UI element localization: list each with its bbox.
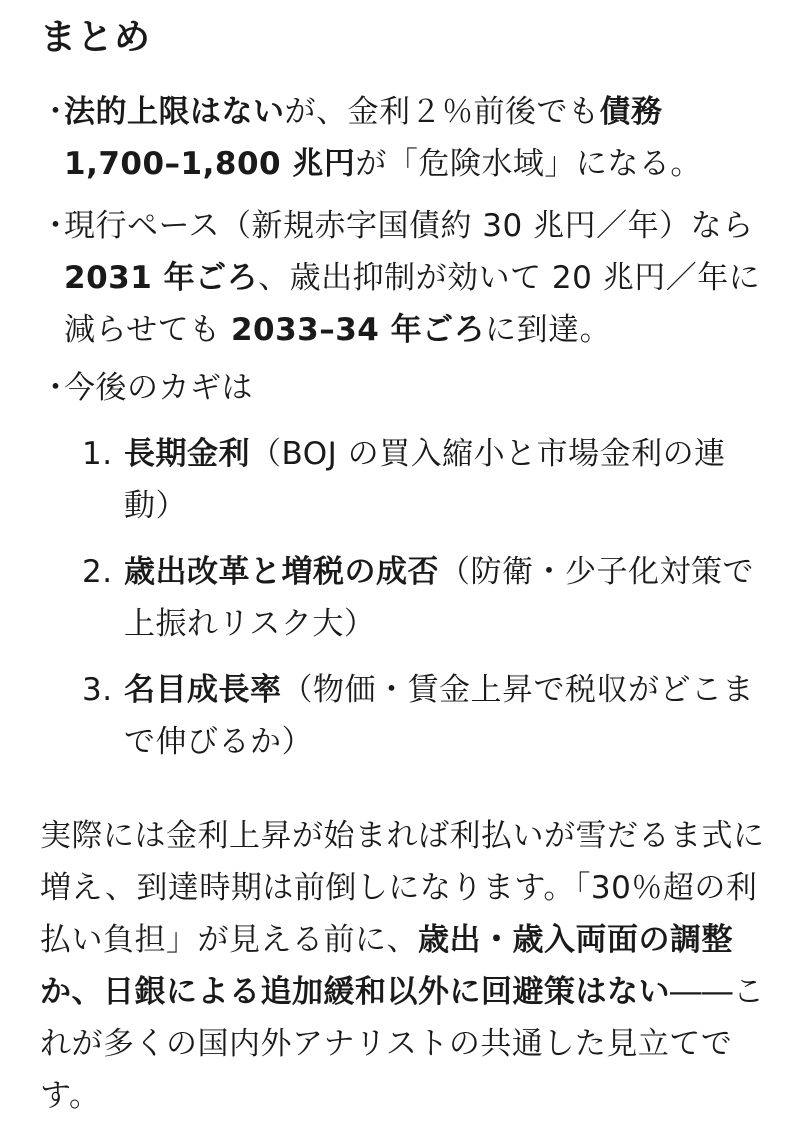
text-run: （BOJ の買入縮小と市場金利の連動） [124, 436, 726, 524]
bullet-text [64, 200, 770, 356]
bullet-marker: ・ [40, 208, 72, 244]
text-run: 歳出改革と増税の成否 [124, 554, 439, 590]
text-run: 債務 1,700–1,800 兆円 [64, 94, 663, 182]
key-item-3 [82, 664, 762, 768]
text-run: が「危険水域」になる。 [355, 146, 702, 182]
text-run: 名目成長率 [124, 672, 282, 708]
conclusion-paragraph [40, 810, 770, 1122]
text-run: に到達。 [485, 312, 612, 348]
text-run: 2031 年ごろ [64, 260, 259, 296]
list-number: 1. [82, 436, 113, 472]
text-run: 現行ペース（新規赤字国債約 30 兆円／年）なら [64, 208, 754, 244]
bullet-item-1 [40, 86, 770, 190]
text-run: （防衛・少子化対策で上振れリスク大） [124, 554, 754, 642]
key-text [124, 546, 762, 650]
text-run: 長期金利 [124, 436, 250, 472]
key-text [124, 428, 762, 532]
section-title: まとめ [40, 17, 152, 58]
text-run: 2033–34 年ごろ [230, 312, 486, 348]
key-text [124, 664, 762, 768]
bullet-text: 今後のカギは [64, 370, 253, 406]
text-run: 歳出・歳入両面の調整か、日銀による追加緩和以外に回避策はない [40, 922, 733, 1010]
bullet-marker: ・ [40, 94, 72, 130]
list-number: 3. [82, 672, 113, 708]
bullet-marker: ・ [40, 370, 72, 406]
text-run: 法的上限はない [64, 94, 285, 130]
key-item-1 [82, 428, 762, 532]
text-run: 実際には金利上昇が始まれば利払いが雪だるま式に増え、到達時期は前倒しになります。「30％超の利払い負担」が見える前に、 [40, 818, 765, 958]
key-item-2 [82, 546, 762, 650]
bullet-item-3 [40, 362, 770, 414]
text-run: ――これが多くの国内外アナリストの共通した見立てです。 [40, 974, 765, 1114]
text-run: （物価・賃金上昇で税収がどこまで伸びるか） [124, 672, 754, 760]
text-run: が、金利２％前後でも [284, 94, 600, 130]
text-run: 、歳出抑制が効いて 20 兆円／年に減らせても [64, 260, 761, 348]
bullet-item-2 [40, 200, 770, 356]
bullet-text [64, 86, 770, 190]
list-number: 2. [82, 554, 113, 590]
